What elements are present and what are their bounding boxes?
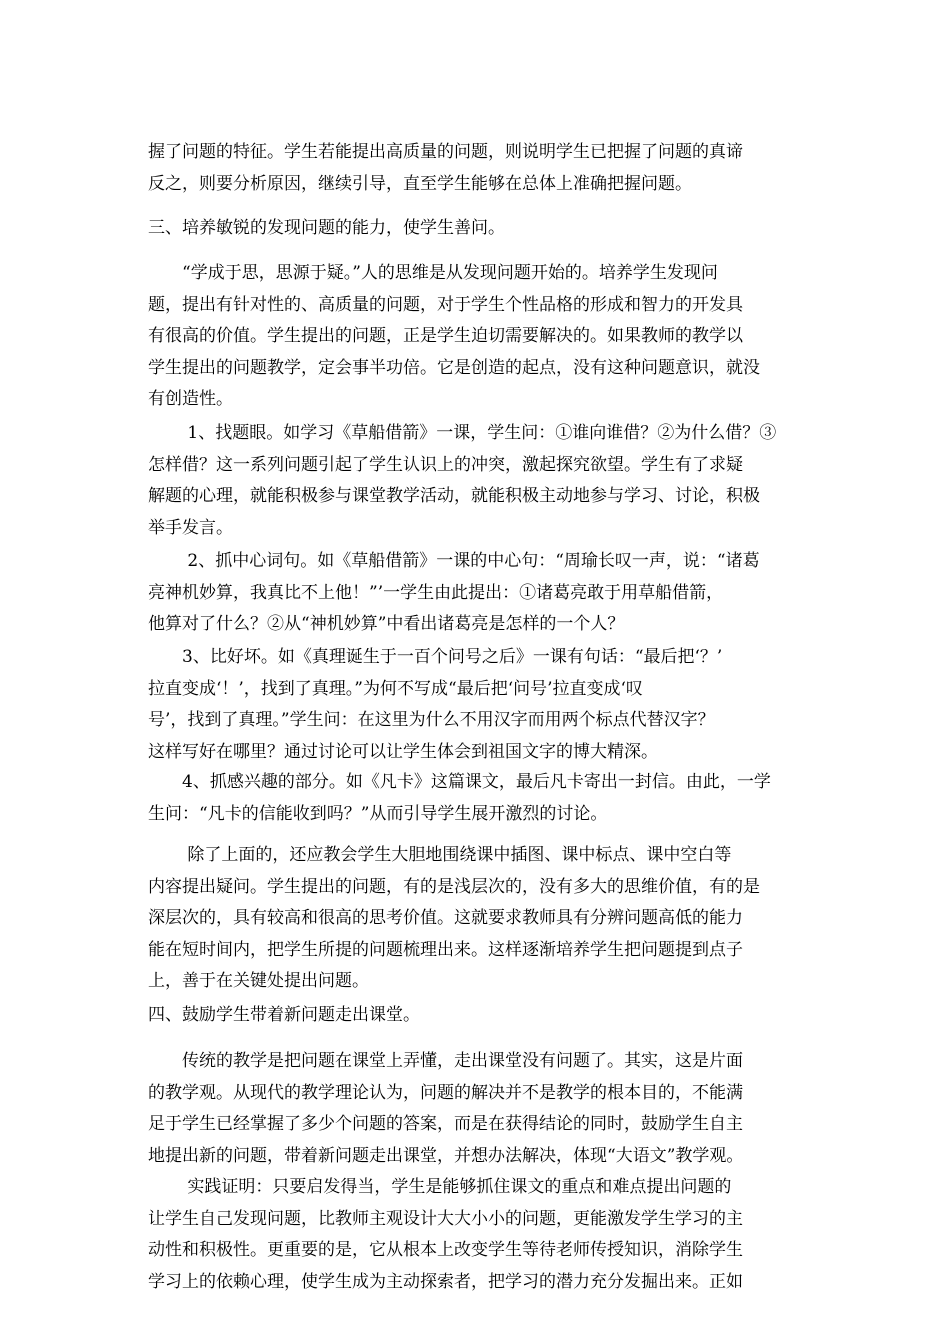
text-line: 1、找题眼。如学习《草船借箭》一课，学生问：①谁向谁借？②为什么借？③ <box>148 423 777 443</box>
text-line: 4、抓感兴趣的部分。如《凡卡》这篇课文，最后凡卡寄出一封信。由此，一学 <box>148 772 771 792</box>
heading-section-three <box>148 213 812 245</box>
paragraph-problem-features <box>148 137 812 200</box>
text-line: 解题的心理，就能积极参与课堂教学活动，就能积极主动地参与学习、讨论，积极 <box>148 486 760 506</box>
text-line: 举手发言。 <box>148 517 233 538</box>
text-line: 号’，找到了真理。”学生问：在这里为什么不用汉字而用两个标点代替汉字？ <box>148 710 715 730</box>
paragraph-compare <box>148 642 812 768</box>
text-line: 实践证明：只要启发得当，学生是能够抓住课文的重点和难点提出问题的 <box>148 1177 732 1197</box>
text-line: 有创造性。 <box>148 389 233 409</box>
text-line: 有很高的价值。学生提出的问题，正是学生迫切需要解决的。如果教师的教学以 <box>148 326 743 346</box>
text-line: 让学生自己发现问题，比教师主观设计大大小小的问题，更能激发学生学习的主 <box>148 1208 743 1229</box>
text-line: 拉直变成‘！’，找到了真理。”为何不写成“最后把‘问号’拉直变成‘叹 <box>148 678 643 699</box>
text-line: 学习上的依赖心理，使学生成为主动探索者，把学习的潜力充分发掘出来。正如 <box>148 1271 743 1292</box>
text-line: 3、比好坏。如《真理诞生于一百个问号之后》一课有句话：“最后把‘？’ <box>148 647 723 667</box>
text-line: 三、培养敏锐的发现问题的能力，使学生善问。 <box>148 218 505 238</box>
text-line: 内容提出疑问。学生提出的问题，有的是浅层次的，没有多大的思维价值，有的是 <box>148 876 760 897</box>
text-line: 上，善于在关键处提出问题。 <box>148 971 369 991</box>
text-line: 能在短时间内，把学生所提的问题梳理出来。这样逐渐培养学生把问题提到点子 <box>148 939 743 960</box>
heading-section-four <box>148 1000 812 1032</box>
text-line: 动性和积极性。更重要的是，它从根本上改变学生等待老师传授知识，消除学生 <box>148 1240 743 1260</box>
text-line: 握了问题的特征。学生若能提出高质量的问题，则说明学生已把握了问题的真谛 <box>148 142 743 162</box>
text-line: 他算对了什么？②从“神机妙算”中看出诸葛亮是怎样的一个人？ <box>148 614 625 634</box>
paragraph-learning-thought <box>148 258 812 416</box>
paragraph-interest <box>148 767 812 830</box>
text-line: 传统的教学是把问题在课堂上弄懂，走出课堂没有问题了。其实，这是片面 <box>148 1051 743 1071</box>
text-line: “学成于思，思源于疑。”人的思维是从发现问题开始的。培养学生发现问 <box>148 263 718 283</box>
text-line: 反之，则要分析原因，继续引导，直至学生能够在总体上准确把握问题。 <box>148 173 692 194</box>
text-line: 生问：“凡卡的信能收到吗？”从而引导学生展开激烈的讨论。 <box>148 803 608 824</box>
text-line: 地提出新的问题，带着新问题走出课堂，并想办法解决，体现“大语文”教学观。 <box>148 1145 744 1166</box>
text-line: 的教学观。从现代的教学理论认为，问题的解决并不是教学的根本目的，不能满 <box>148 1082 743 1103</box>
text-line: 怎样借？这一系列问题引起了学生认识上的冲突，激起探究欲望。学生有了求疑 <box>148 454 743 475</box>
text-line: 深层次的，具有较高和很高的思考价值。这就要求教师具有分辨问题高低的能力 <box>148 908 743 928</box>
text-line: 除了上面的，还应教会学生大胆地围绕课中插图、课中标点、课中空白等 <box>148 845 732 865</box>
paragraph-find-question-eye <box>148 418 812 544</box>
paragraph-traditional-teaching <box>148 1046 812 1172</box>
paragraph-beyond <box>148 840 812 998</box>
paragraph-central-sentence <box>148 546 812 641</box>
text-line: 题，提出有针对性的、高质量的问题，对于学生个性品格的形成和智力的开发具 <box>148 294 743 315</box>
text-line: 四、鼓励学生带着新问题走出课堂。 <box>148 1005 420 1025</box>
text-line: 足于学生已经掌握了多少个问题的答案，而是在获得结论的同时，鼓励学生自主 <box>148 1114 743 1134</box>
text-line: 2、抓中心词句。如《草船借箭》一课的中心句：“周瑜长叹一声，说：“诸葛 <box>148 551 760 571</box>
paragraph-practice-proves <box>148 1172 812 1298</box>
text-line: 这样写好在哪里？通过讨论可以让学生体会到祖国文字的博大精深。 <box>148 741 658 762</box>
text-line: 亮神机妙算，我真比不上他！”’一学生由此提出：①诸葛亮敢于用草船借箭， <box>148 582 724 603</box>
text-line: 学生提出的问题教学，定会事半功倍。它是创造的起点，没有这种问题意识，就没 <box>148 357 760 378</box>
